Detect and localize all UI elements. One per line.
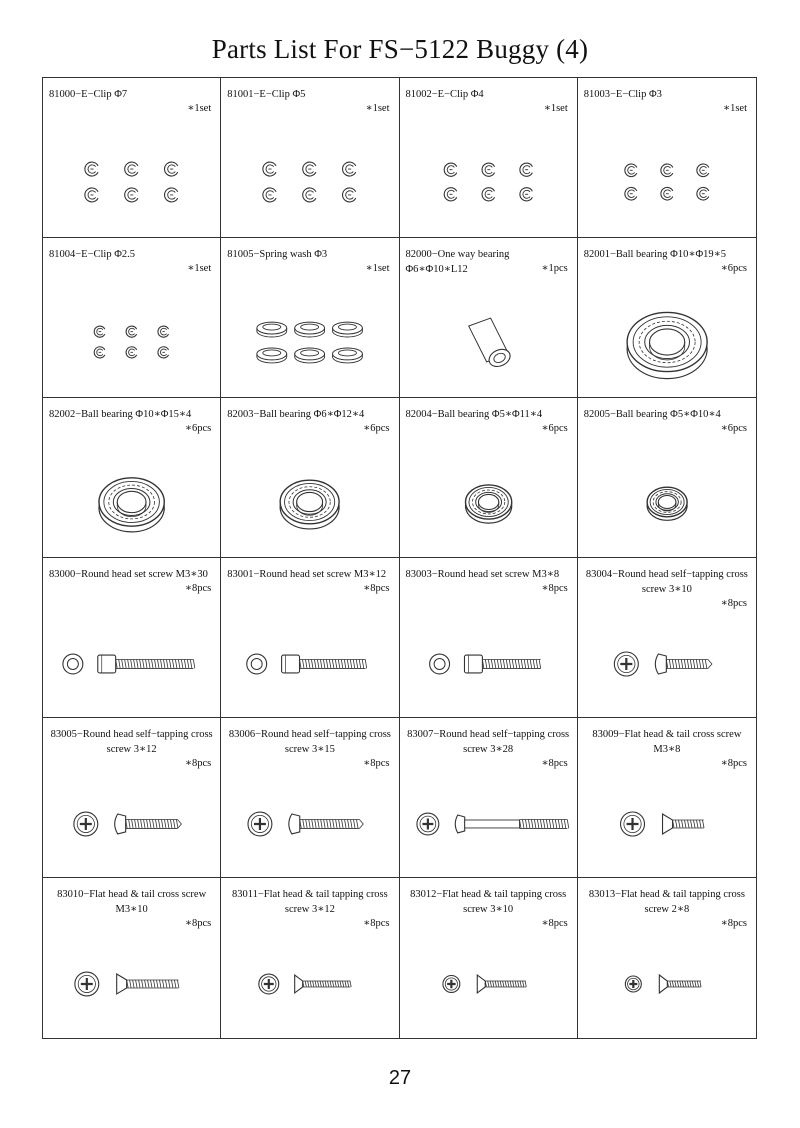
part-label: 83001−Round head set screw M3∗12 bbox=[227, 569, 387, 580]
part-cell bbox=[221, 238, 399, 398]
part-label: 83009−Flat head & tail cross screw M3∗8 bbox=[592, 729, 742, 755]
part-label: 83010−Flat head & tail cross screw M3∗10 bbox=[57, 889, 207, 915]
part-cell bbox=[221, 398, 399, 558]
ball-bearing-icon bbox=[578, 284, 756, 394]
part-quantity: ∗8pcs bbox=[184, 758, 212, 769]
part-label: 83003−Round head set screw M3∗8 bbox=[405, 569, 560, 580]
tapping-screw-icon bbox=[43, 764, 220, 874]
part-label: 83007−Round head self−tapping cross screw 3∗28 bbox=[407, 729, 570, 755]
part-cell bbox=[400, 78, 578, 238]
part-cell bbox=[400, 718, 578, 878]
part-cell bbox=[578, 718, 756, 878]
part-label: 81003−E−Clip Φ3 bbox=[583, 89, 662, 100]
part-label: 83012−Flat head & tail tapping cross screw 3∗10 bbox=[410, 889, 567, 915]
set-screw-icon bbox=[400, 604, 577, 714]
e-clip-icon bbox=[43, 284, 220, 394]
part-label: 81005−Spring wash Φ3 bbox=[227, 249, 328, 260]
part-quantity: ∗8pcs bbox=[541, 918, 568, 929]
part-cell bbox=[43, 78, 221, 238]
part-quantity: ∗6pcs bbox=[184, 423, 212, 434]
part-label: 83005−Round head self−tapping cross screw 3∗12 bbox=[50, 729, 213, 755]
part-quantity: ∗1set bbox=[543, 103, 568, 114]
part-cell bbox=[400, 398, 578, 558]
part-cell bbox=[400, 878, 578, 1038]
flat-tapping-screw-icon bbox=[221, 924, 398, 1034]
part-cell bbox=[578, 78, 756, 238]
e-clip-icon bbox=[578, 124, 756, 234]
part-label: 82001−Ball bearing Φ10∗Φ19∗5 bbox=[583, 249, 727, 260]
set-screw-icon bbox=[221, 604, 398, 714]
part-quantity: ∗1set bbox=[187, 263, 212, 274]
one-way-bearing-icon bbox=[400, 284, 577, 394]
page-number: 27 bbox=[388, 1067, 412, 1089]
part-cell bbox=[578, 398, 756, 558]
set-screw-icon bbox=[43, 604, 220, 714]
part-label: 81001−E−Clip Φ5 bbox=[227, 89, 306, 100]
part-quantity: ∗8pcs bbox=[184, 918, 212, 929]
part-quantity: ∗8pcs bbox=[720, 598, 747, 609]
part-label: 81000−E−Clip Φ7 bbox=[49, 89, 128, 100]
parts-grid bbox=[42, 77, 757, 1039]
e-clip-icon bbox=[400, 124, 577, 234]
part-label: 82000−One way bearing Φ6∗Φ10∗L12 bbox=[405, 249, 510, 275]
page-title: Parts List For FS−5122 Buggy (4) bbox=[211, 34, 589, 64]
part-quantity: ∗8pcs bbox=[363, 758, 390, 769]
part-label: 81004−E−Clip Φ2.5 bbox=[49, 249, 136, 260]
tapping-screw-icon bbox=[221, 764, 398, 874]
flat-tapping-screw-icon bbox=[400, 924, 577, 1034]
ball-bearing-icon bbox=[578, 444, 756, 554]
part-quantity: ∗1pcs bbox=[541, 263, 568, 274]
part-quantity: ∗8pcs bbox=[541, 583, 568, 594]
part-cell bbox=[43, 398, 221, 558]
spring-washer-icon bbox=[221, 284, 398, 394]
part-quantity: ∗8pcs bbox=[720, 758, 747, 769]
part-quantity: ∗8pcs bbox=[363, 918, 390, 929]
part-cell bbox=[43, 878, 221, 1038]
part-quantity: ∗1set bbox=[722, 103, 747, 114]
ball-bearing-icon bbox=[400, 444, 577, 554]
e-clip-icon bbox=[43, 124, 220, 234]
flat-head-screw-icon bbox=[43, 924, 220, 1034]
flat-head-screw-icon bbox=[578, 764, 756, 874]
part-label: 81002−E−Clip Φ4 bbox=[405, 89, 484, 100]
part-cell bbox=[400, 238, 578, 398]
part-cell bbox=[43, 238, 221, 398]
part-quantity: ∗8pcs bbox=[363, 583, 390, 594]
part-quantity: ∗8pcs bbox=[720, 918, 747, 929]
part-quantity: ∗6pcs bbox=[541, 423, 568, 434]
part-quantity: ∗1set bbox=[365, 263, 390, 274]
part-cell bbox=[578, 558, 756, 718]
tapping-screw-icon bbox=[578, 604, 756, 714]
part-cell bbox=[221, 718, 399, 878]
part-label: 82004−Ball bearing Φ5∗Φ11∗4 bbox=[405, 409, 543, 420]
ball-bearing-icon bbox=[221, 444, 398, 554]
part-cell bbox=[221, 558, 399, 718]
part-cell bbox=[221, 78, 399, 238]
part-cell bbox=[221, 878, 399, 1038]
part-quantity: ∗6pcs bbox=[363, 423, 390, 434]
part-cell bbox=[578, 238, 756, 398]
part-label: 83006−Round head self−tapping cross screw 3∗15 bbox=[228, 729, 391, 755]
part-quantity: ∗8pcs bbox=[541, 758, 568, 769]
part-label: 82003−Ball bearing Φ6∗Φ12∗4 bbox=[227, 409, 365, 420]
part-cell bbox=[578, 878, 756, 1038]
part-quantity: ∗1set bbox=[187, 103, 212, 114]
long-screw-icon bbox=[400, 764, 577, 874]
part-quantity: ∗6pcs bbox=[720, 423, 747, 434]
part-cell bbox=[400, 558, 578, 718]
part-cell bbox=[43, 718, 221, 878]
part-label: 83011−Flat head & tail tapping cross screw 3∗12 bbox=[232, 889, 388, 915]
flat-tapping-screw-icon bbox=[578, 924, 756, 1034]
part-label: 83013−Flat head & tail tapping cross screw 2∗8 bbox=[588, 889, 745, 915]
ball-bearing-icon bbox=[43, 444, 220, 554]
part-label: 82002−Ball bearing Φ10∗Φ15∗4 bbox=[49, 409, 192, 420]
part-quantity: ∗8pcs bbox=[184, 583, 212, 594]
part-quantity: ∗6pcs bbox=[720, 263, 747, 274]
part-quantity: ∗1set bbox=[365, 103, 390, 114]
part-label: 82005−Ball bearing Φ5∗Φ10∗4 bbox=[583, 409, 721, 420]
part-label: 83000−Round head set screw M3∗30 bbox=[49, 569, 208, 580]
part-label: 83004−Round head self−tapping cross screw 3∗10 bbox=[585, 569, 748, 595]
part-cell bbox=[43, 558, 221, 718]
e-clip-icon bbox=[221, 124, 398, 234]
